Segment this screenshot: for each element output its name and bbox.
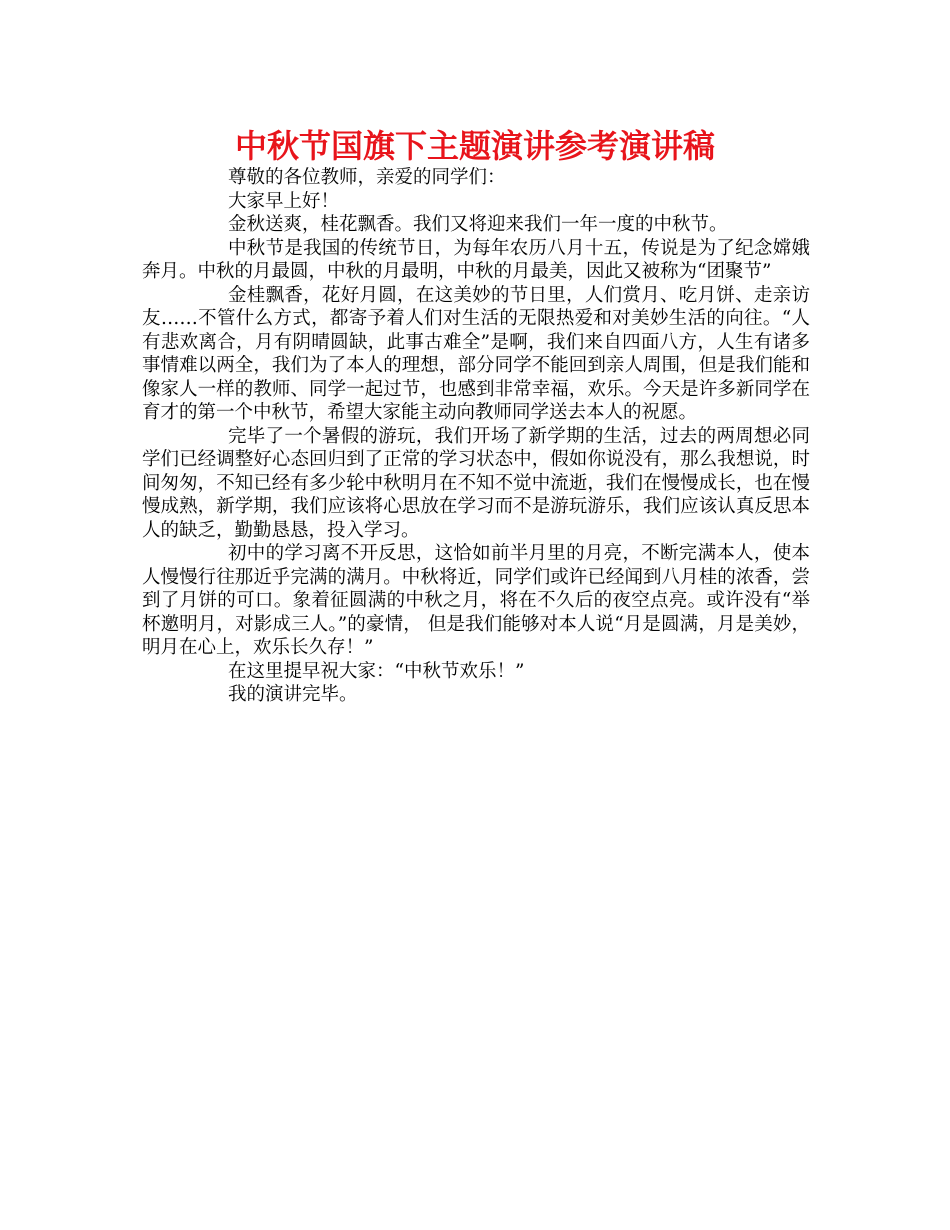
paragraph-good-morning: 大家早上好！ bbox=[228, 190, 340, 212]
document-body bbox=[142, 166, 810, 707]
paragraph-wishes: 在这里提早祝大家：“中秋节欢乐！” bbox=[228, 660, 525, 682]
paragraph-closing: 我的演讲完毕。 bbox=[228, 684, 358, 705]
paragraph-greeting: 尊敬的各位教师，亲爱的同学们： bbox=[228, 167, 506, 188]
document-title: 中秋节国旗下主题演讲参考演讲稿 bbox=[234, 127, 715, 165]
paragraph-intro: 金秋送爽，桂花飘香。我们又将迎来我们一年一度的中秋节。 bbox=[228, 214, 728, 235]
paragraph-festival: 中秋节是我国的传统节日，为每年农历八月十五，传说是为了纪念嫦娥奔月。中秋的月最圆，中秋的月最明，中秋的月最美，因此又被称为“团聚节” bbox=[142, 237, 810, 282]
paragraph-reflection: 初中的学习离不开反思，这恰如前半月里的月亮，不断完满本人，使本人慢慢行往那近乎完满的满月。中秋将近，同学们或许已经闻到八月桂的浓香，尝到了月饼的可口。象着征圆满的中秋之月，将在不久后的夜空点亮。或许没有“举杯邀明月，对影成三人。”的豪情， 但是我们能够对本人说“月是圆满，月是美妙，明月在心上，欢乐长久存！” bbox=[142, 543, 810, 658]
paragraph-new-semester: 完毕了一个暑假的游玩，我们开场了新学期的生活，过去的两周想必同学们已经调整好心态回归到了正常的学习状态中，假如你说没有，那么我想说，时间匆匆，不知已经有多少轮中秋明月在不知不觉中流逝，我们在慢慢成长，也在慢慢成熟，新学期，我们应该将心思放在学习而不是游玩游乐，我们应该认真反思本人的缺乏，勤勤恳恳，投入学习。 bbox=[142, 425, 810, 541]
paragraph-reunion: 金桂飘香，花好月圆，在这美妙的节日里，人们赏月、吃月饼、走亲访友……不管什么方式，都寄予着人们对生活的无限热爱和对美妙生活的向往。“人有悲欢离合，月有阴晴圆缺，此事古难全”是啊，我们来自四面八方，人生有诸多事情难以两全，我们为了本人的理想，部分同学不能回到亲人周围，但是我们能和像家人一样的教师、同学一起过节，也感到非常幸福，欢乐。今天是许多新同学在育才的第一个中秋节，希望大家能主动向教师同学送去本人的祝愿。 bbox=[142, 284, 810, 423]
